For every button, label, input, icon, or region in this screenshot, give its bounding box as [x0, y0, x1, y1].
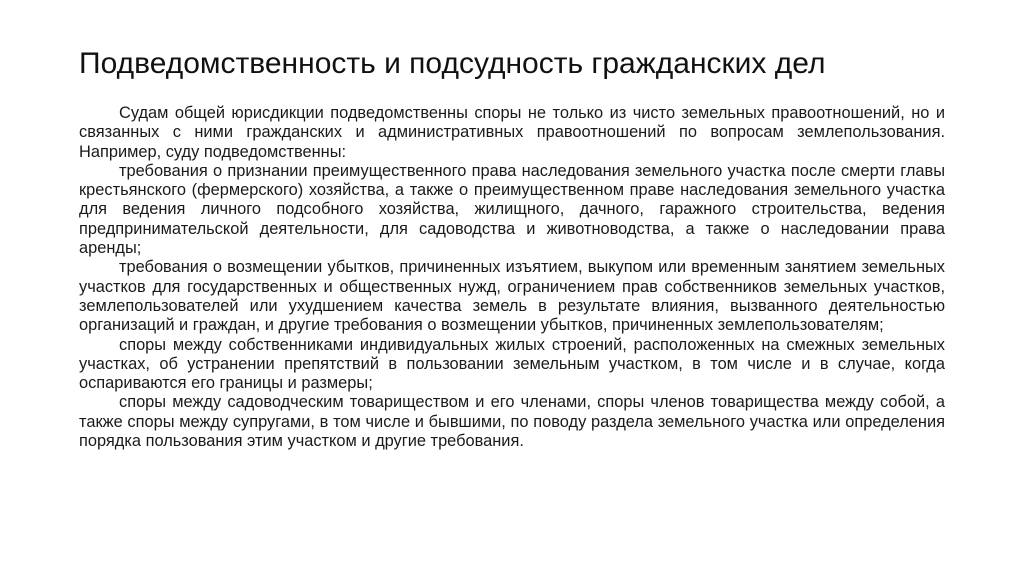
paragraph-inheritance-claims: требования о признании преимущественного права наследования земельного участка после смерти главы крестьянского (фермерского) хозяйства, а также о преимущественном праве наследования земельного участка для ведения личного подсобного хозяйства, жилищного, дачного, гаражного строительства, ведения предпринимательской деятельности, для садоводства и животноводства, а также о наследовании права аренды;: [79, 161, 945, 258]
paragraph-intro: Судам общей юрисдикции подведомственны споры не только из чисто земельных правоотношений, но и связанных с ними гражданских и административных правоотношений по вопросам землепользования. Например, суду подведомственны:: [79, 104, 945, 161]
paragraph-damages-claims: требования о возмещении убытков, причиненных изъятием, выкупом или временным занятием земельных участков для государственных и общественных нужд, ограничением прав собственников земельных участков, землепользователей или ухудшением качества земель в результате влияния, вызванного деятельностью организаций и граждан, и другие требования о возмещении убытков, причиненных землепользователям;: [79, 258, 945, 335]
slide-title: Подведомственность и подсудность гражданских дел: [79, 47, 826, 80]
slide-body: [79, 104, 945, 451]
paragraph-neighbor-disputes: споры между собственниками индивидуальных жилых строений, расположенных на смежных земельных участках, об устранении препятствий в пользовании земельным участком, в том числе и в случае, когда оспариваются его границы и размеры;: [79, 335, 945, 393]
paragraph-partnership-disputes: споры между садоводческим товариществом и его членами, споры членов товарищества между собой, а также споры между супругами, в том числе и бывшими, по поводу раздела земельного участка или определения порядка пользования этим участком и другие требования.: [79, 393, 945, 451]
